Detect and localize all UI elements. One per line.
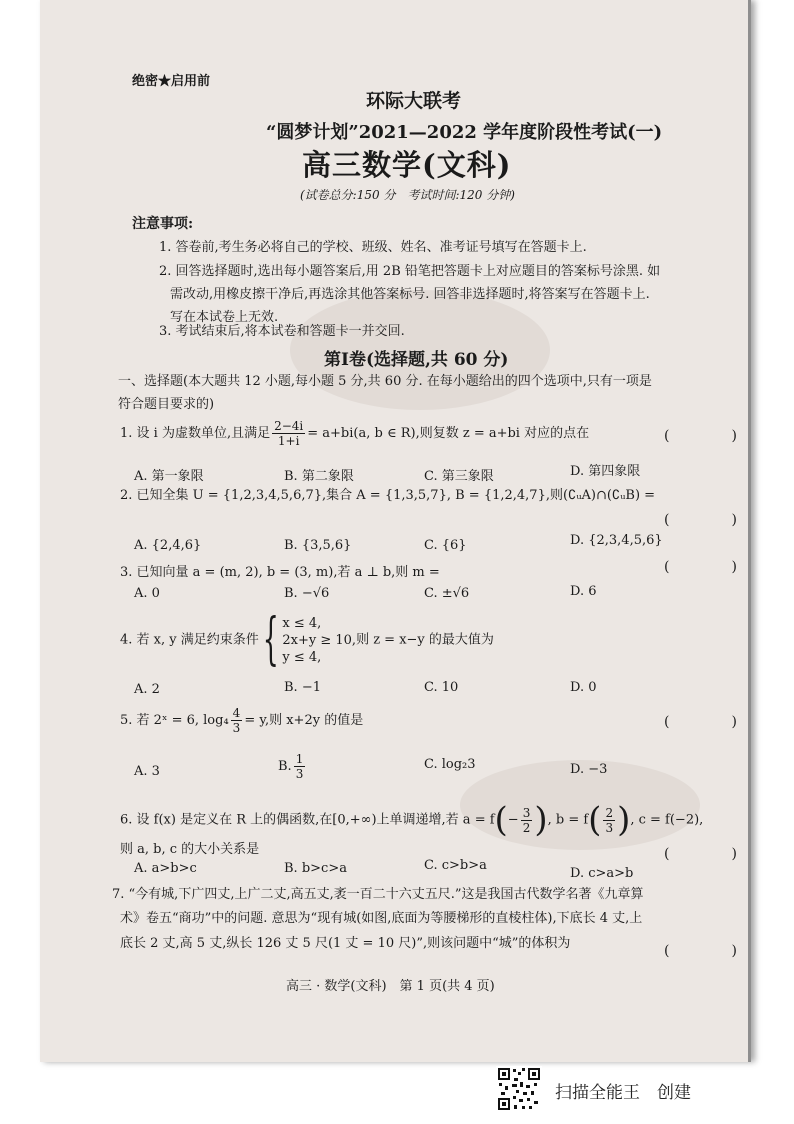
- option-c: C. {6}: [424, 538, 467, 553]
- option-a: A. 第一象限: [134, 469, 204, 484]
- question-1-stem: 1. 设 i 为虚数单位,且满足 $\frac{2-4i}{1+i}$ = a+bi(a, b ∈ R),则复数 z = a+bi 对应的点在: [120, 419, 590, 448]
- note-item: 3. 考试结束后,将本试卷和答题卡一并交回.: [159, 324, 405, 339]
- scanner-watermark: 扫描全能王 创建: [555, 1083, 691, 1103]
- option-a: A. {2,4,6}: [134, 538, 202, 553]
- constraint-system: x ≤ 4, 2x+y ≥ 10, y ≤ 4,: [282, 615, 357, 665]
- option-b: B. {3,5,6}: [284, 538, 352, 553]
- section-intro: 一、选择题(本大题共 12 小题,每小题 5 分,共 60 分. 在每小题给出的四个选项中,只有一项是: [118, 374, 652, 389]
- brace: {: [262, 607, 279, 672]
- question-3-stem: 3. 已知向量 a = (m, 2), b = (3, m),若 a ⊥ b,则 m =: [120, 565, 440, 580]
- option-a: A. 2: [134, 682, 160, 697]
- option-d: D. c>a>b: [570, 866, 634, 881]
- fraction: $\frac{2-4i}{1+i}$: [274, 419, 304, 448]
- note-item: 2. 回答选择题时,选出每小题答案后,用 2B 铅笔把答题卡上对应题目的答案标号涂黑. 如: [159, 264, 661, 279]
- page-footer: 高三 · 数学(文科) 第 1 页(共 4 页): [286, 979, 495, 994]
- fraction: $\frac{4}{3}$: [232, 706, 241, 735]
- exam-plan-title: “圆梦计划”2021—2022 学年度阶段性考试(一): [266, 122, 663, 143]
- note-item: 写在本试卷上无效.: [170, 310, 279, 325]
- option-b: B. 第二象限: [284, 469, 354, 484]
- fraction: $\frac{1}{3}$: [295, 752, 304, 781]
- note-item: 需改动,用橡皮擦干净后,再选涂其他答案标号. 回答非选择题时,将答案写在答题卡上.: [170, 287, 650, 302]
- option-b: B. b>c>a: [284, 861, 347, 876]
- section-title: 第Ⅰ卷(选择题,共 60 分): [324, 350, 509, 370]
- option-c: C. c>b>a: [424, 858, 487, 873]
- note-item: 1. 答卷前,考生务必将自己的学校、班级、姓名、准考证号填写在答题卡上.: [159, 240, 587, 255]
- question-7-line1: 7. “今有城,下广四丈,上广二丈,高五丈,袤一百二十六丈五尺.”这是我国古代数学名著《九章算: [112, 887, 644, 902]
- option-a: A. 0: [134, 586, 160, 601]
- fraction: $\frac{3}{2}$: [522, 805, 531, 835]
- question-7-line3: 底长 2 丈,高 5 丈,纵长 126 丈 5 尺(1 丈 = 10 尺)”,则该问题中“城”的体积为: [120, 936, 571, 951]
- option-b: B. −1: [284, 680, 321, 695]
- qr-code-icon: [496, 1066, 542, 1112]
- option-c: C. 第三象限: [424, 469, 494, 484]
- option-a: A. 3: [134, 764, 160, 779]
- notes-heading: 注意事项:: [132, 216, 194, 232]
- answer-blank: ( ): [664, 428, 761, 444]
- answer-blank: ( ): [664, 943, 761, 959]
- question-4-stem: 4. 若 x, y 满足约束条件{ x ≤ 4, 2x+y ≥ 10, y ≤ 4, 则 z = x−y 的最大值为: [120, 607, 494, 672]
- question-7-line2: 术》卷五“商功”中的问题. 意思为“现有城(如图,底面为等腰梯形的直棱柱体),下底长 4 丈,上: [120, 911, 643, 926]
- question-5-stem: 5. 若 2ˣ = 6, log₄ $\frac{4}{3}$ = y,则 x+2y 的值是: [120, 706, 364, 735]
- exam-page: [40, 0, 761, 1062]
- answer-blank: ( ): [664, 846, 761, 862]
- fraction: $\frac{2}{3}$: [605, 805, 614, 835]
- option-a: A. a>b>c: [134, 861, 197, 876]
- answer-blank: ( ): [664, 714, 761, 730]
- option-b: B. −√6: [284, 586, 330, 601]
- question-2-stem: 2. 已知全集 U = {1,2,3,4,5,6,7},集合 A = {1,3,5,7}, B = {1,2,4,7},则(∁ᵤA)∩(∁ᵤB) =: [120, 488, 656, 503]
- option-d: D. 0: [570, 680, 597, 695]
- exam-info: (试卷总分:150 分 考试时间:120 分钟): [300, 188, 515, 202]
- exam-union-title: 环际大联考: [366, 90, 462, 112]
- question-6-stem: 6. 设 f(x) 是定义在 R 上的偶函数,在[0,+∞)上单调递增,若 a = f(− $\frac{3}{2}$ ), b = f( $\frac{2}{3}$ ), c = f(−2),: [120, 800, 704, 840]
- option-c: C. log₂3: [424, 757, 476, 772]
- question-6-line2: 则 a, b, c 的大小关系是: [120, 842, 260, 857]
- option-d: D. 第四象限: [570, 464, 641, 479]
- answer-blank: ( ): [664, 559, 761, 575]
- secret-label: 绝密★启用前: [132, 74, 211, 89]
- subject-title: 高三数学(文科): [302, 148, 512, 182]
- option-d: D. {2,3,4,5,6}: [570, 533, 663, 548]
- answer-blank: ( ): [664, 512, 761, 528]
- option-b: B. $\frac{1}{3}$: [278, 752, 304, 781]
- section-intro: 符合题目要求的): [118, 397, 215, 412]
- option-c: C. 10: [424, 680, 459, 695]
- option-d: D. 6: [570, 584, 597, 599]
- option-d: D. −3: [570, 762, 608, 777]
- option-c: C. ±√6: [424, 586, 470, 601]
